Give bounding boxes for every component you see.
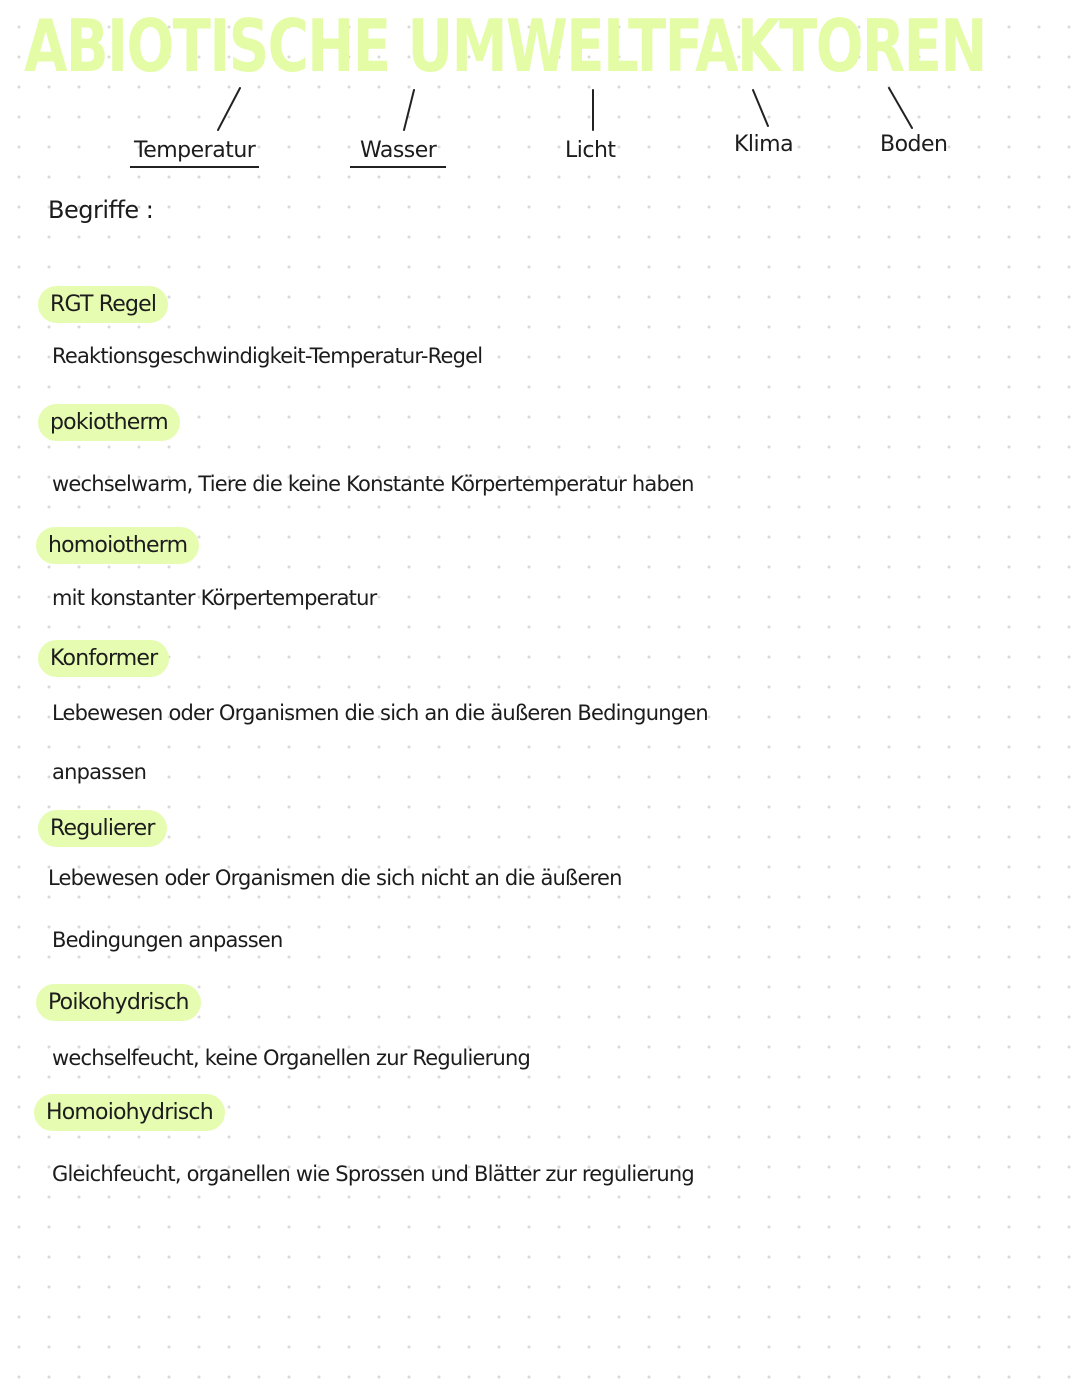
branch-line-boden bbox=[889, 88, 912, 128]
definition-regulierer-line-2: Bedingungen anpassen bbox=[52, 928, 283, 952]
section-label: Begriffe : bbox=[48, 196, 154, 224]
definition-konformer-line-2: anpassen bbox=[52, 760, 147, 784]
term-homoiohydrisch: Homoiohydrisch bbox=[34, 1094, 225, 1131]
factor-boden: Boden bbox=[880, 132, 948, 157]
branch-line-temperatur bbox=[218, 88, 240, 130]
term-pokiotherm: pokiotherm bbox=[38, 404, 180, 441]
definition-konformer-line-1: Lebewesen oder Organismen die sich an die äußeren Bedingungen bbox=[52, 701, 708, 725]
term-konformer: Konformer bbox=[38, 640, 169, 677]
definition-homoiotherm: mit konstanter Körpertemperatur bbox=[52, 586, 377, 610]
definition-pokiotherm: wechselwarm, Tiere die keine Konstante Körpertemperatur haben bbox=[52, 472, 694, 496]
definition-rgt-regel: Reaktionsgeschwindigkeit-Temperatur-Regel bbox=[52, 344, 483, 368]
factor-wasser: Wasser bbox=[350, 138, 446, 168]
page-title: ABIOTISCHE UMWELTFAKTOREN bbox=[24, 4, 986, 88]
branch-line-klima bbox=[753, 90, 768, 126]
factor-licht: Licht bbox=[565, 138, 616, 163]
term-homoiotherm: homoiotherm bbox=[36, 527, 199, 564]
definition-poikohydrisch: wechselfeucht, keine Organellen zur Regulierung bbox=[52, 1046, 530, 1070]
term-poikohydrisch: Poikohydrisch bbox=[36, 984, 201, 1021]
factor-temperatur: Temperatur bbox=[130, 138, 259, 168]
term-regulierer: Regulierer bbox=[38, 810, 167, 847]
definition-homoiohydrisch: Gleichfeucht, organellen wie Sprossen und Blätter zur regulierung bbox=[52, 1162, 694, 1186]
term-rgt-regel: RGT Regel bbox=[38, 286, 168, 323]
definition-regulierer-line-1: Lebewesen oder Organismen die sich nicht an die äußeren bbox=[48, 866, 622, 890]
factor-klima: Klima bbox=[734, 132, 794, 157]
branch-line-wasser bbox=[404, 90, 414, 130]
branch-lines bbox=[0, 0, 1080, 200]
